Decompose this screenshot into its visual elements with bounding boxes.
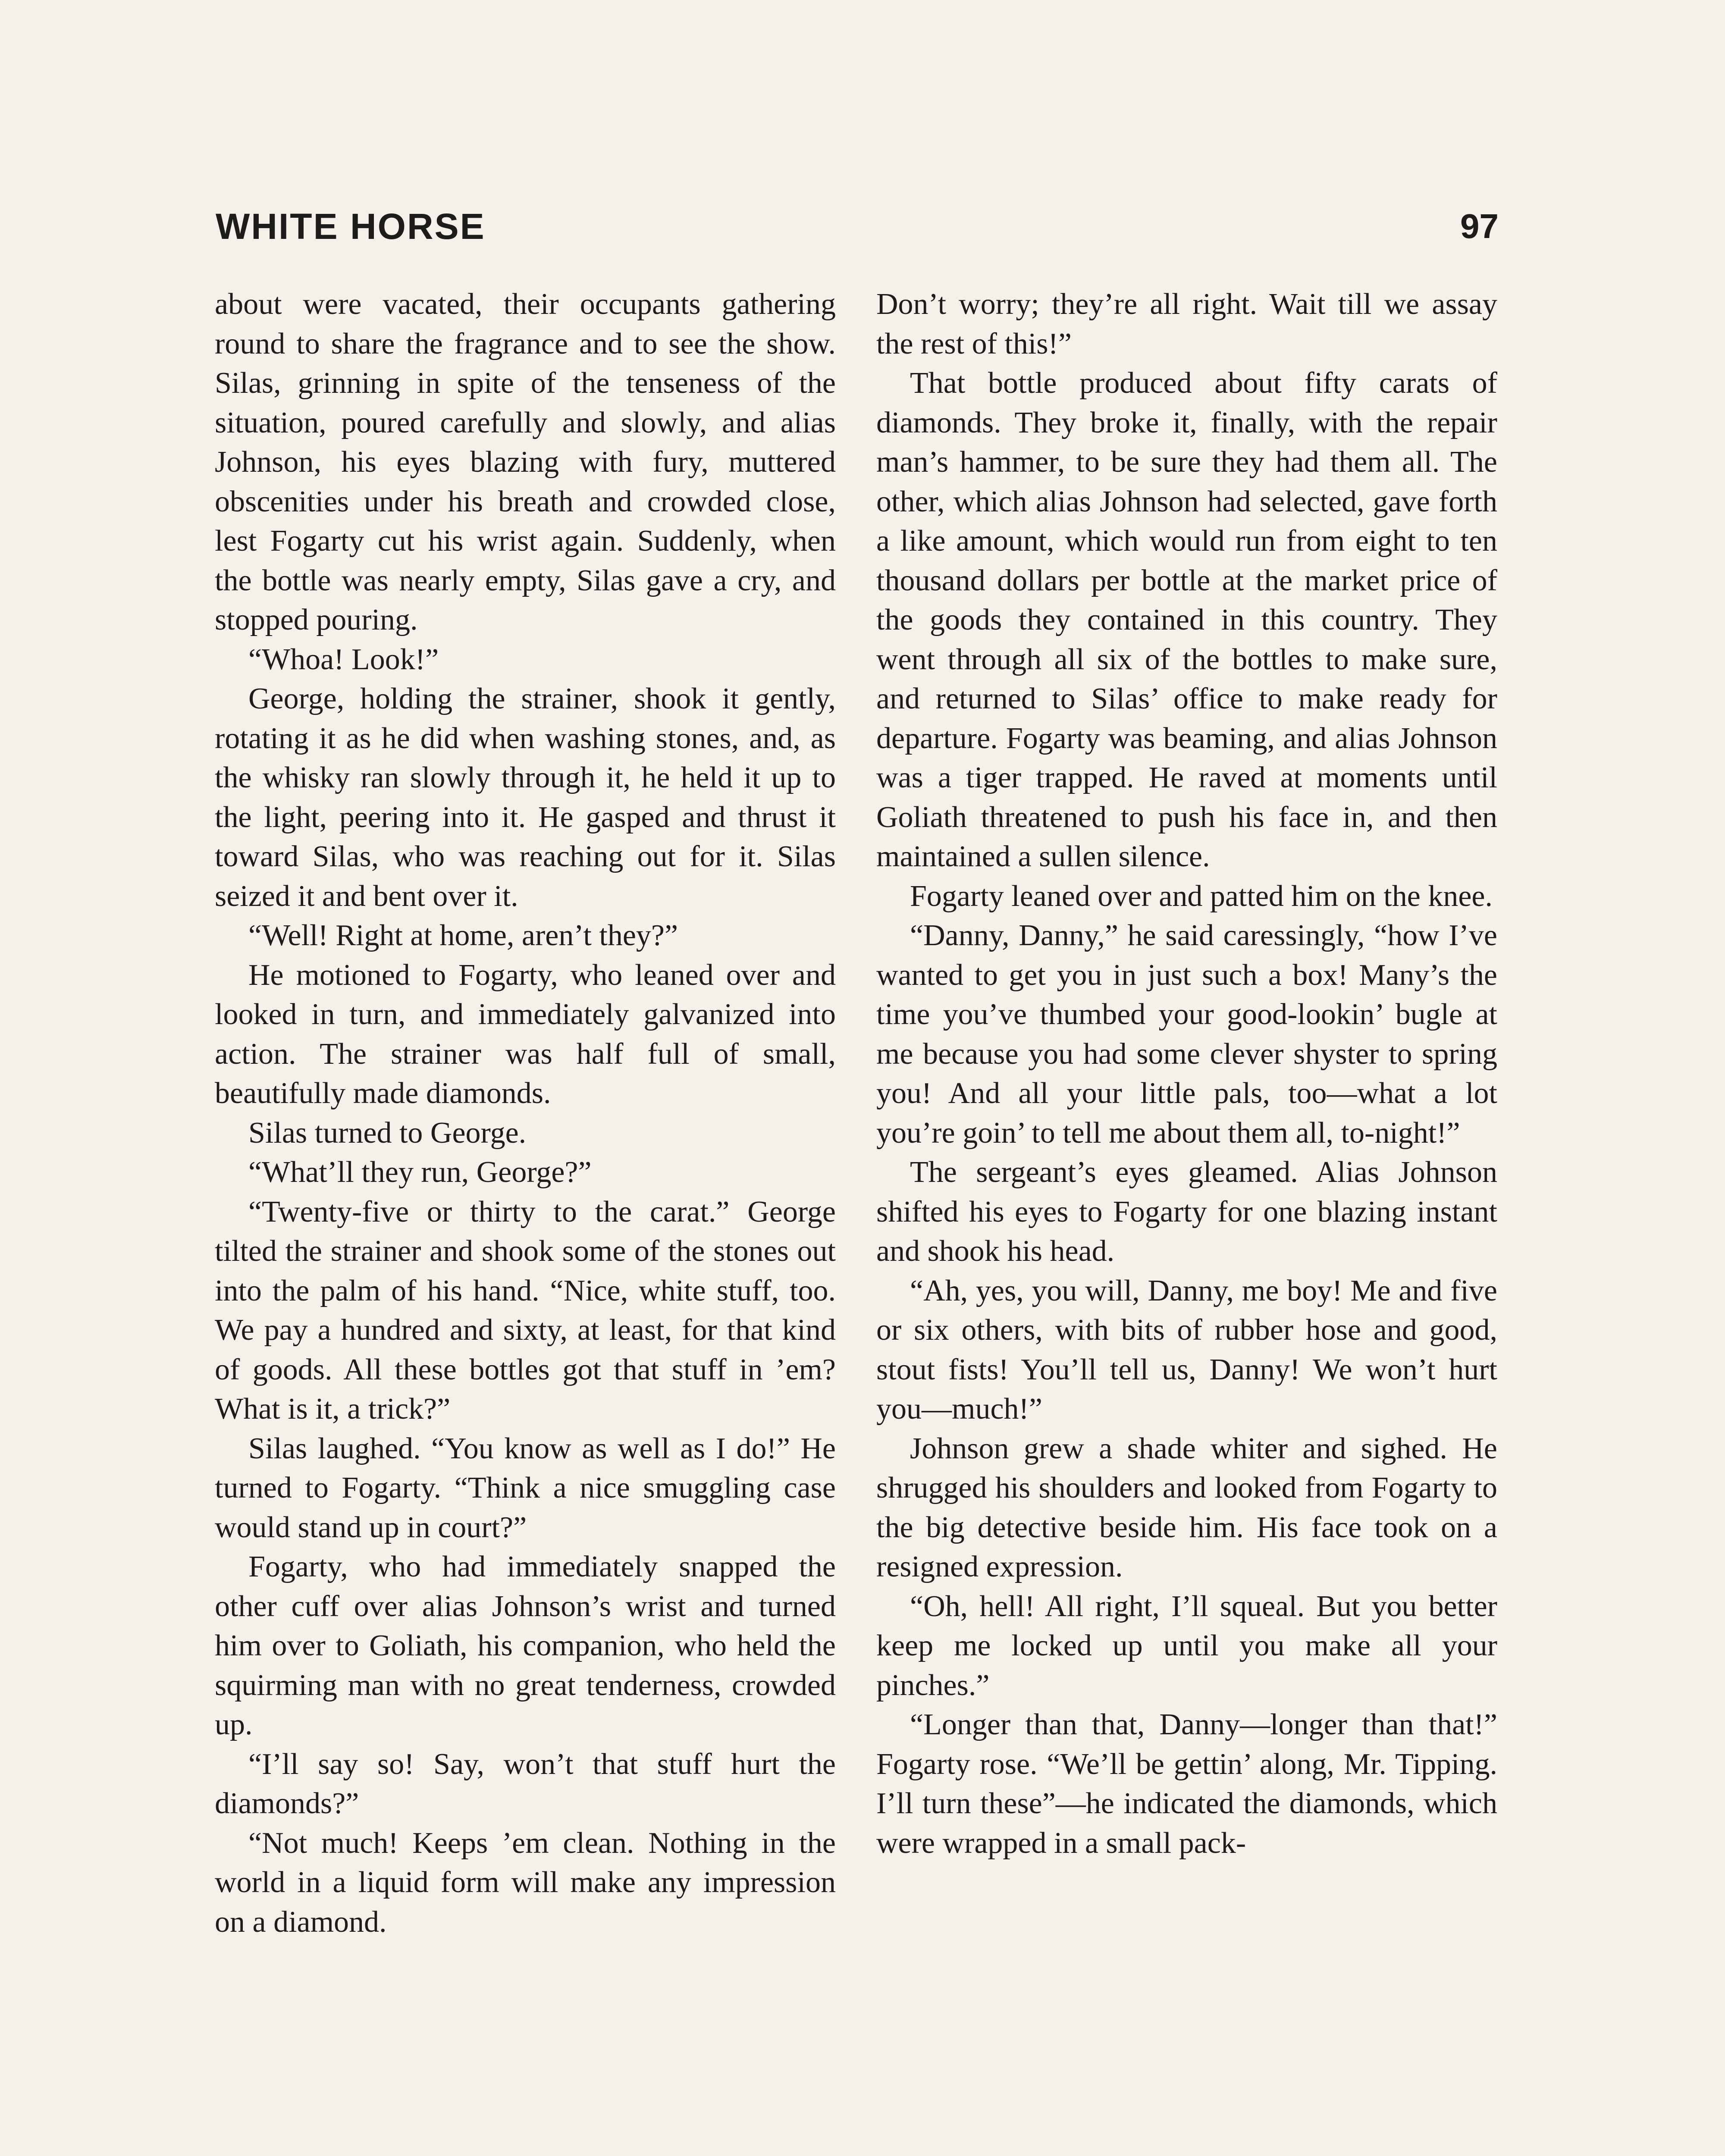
page-number: 97 <box>1460 207 1499 245</box>
running-header <box>216 201 1499 252</box>
paragraph: “Ah, yes, you will, Danny, me boy! Me and five or six others, with bits of rubber hose and good, stout fists! You’ll tell us, Danny! We won’t hurt you—much!” <box>876 1274 1497 1426</box>
paragraph: “What’ll they run, George?” <box>248 1156 592 1189</box>
paragraph: “Well! Right at home, aren’t they?” <box>248 919 678 952</box>
running-title: WHITE HORSE <box>216 206 486 247</box>
paragraph: “Whoa! Look!” <box>248 642 439 676</box>
paragraph: Fogarty, who had immediately snapped the other cuff over alias Johnson’s wrist and turned him over to Goliath, his companion, who held the squirming man with no great tenderness, crowded up. <box>215 1550 836 1741</box>
paragraph: Silas turned to George. <box>248 1116 527 1150</box>
paragraph: “Oh, hell! All right, I’ll squeal. But you better keep me locked up until you make all your pinches.” <box>876 1589 1497 1702</box>
paragraph: about were vacated, their occupants gathering round to share the fragrance and to see the show. Silas, grinning in spite of the tenseness of the situation, poured carefully and slowly, and alias Johnson, his eyes blazing with fury, muttered obscenities under his breath and crowded close, lest Fogarty cut his wrist again. Suddenly, when the bottle was nearly empty, Silas gave a cry, and stopped pouring. <box>215 288 836 636</box>
paragraph: “Not much! Keeps ’em clean. Nothing in the world in a liquid form will make any impression on a diamond. <box>215 1826 836 1939</box>
paragraph: Fogarty leaned over and patted him on the knee. <box>910 879 1493 913</box>
paragraph: “Longer than that, Danny—longer than that!” Fogarty rose. “We’ll be gettin’ along, Mr. Tipping. I’ll turn these”—he indicated the diamonds, which were wrapped in a small pack- <box>876 1708 1497 1860</box>
paragraph: He motioned to Fogarty, who leaned over and looked in turn, and immediately galvanized into action. The strainer was half full of small, beautifully made diamonds. <box>215 958 836 1110</box>
paragraph: “I’ll say so! Say, won’t that stuff hurt the diamonds?” <box>215 1747 836 1820</box>
paragraph: Johnson grew a shade whiter and sighed. He shrugged his shoulders and looked from Fogarty to the big detective beside him. His face took on a resigned expression. <box>876 1432 1497 1583</box>
paragraph: Don’t worry; they’re all right. Wait till we assay the rest of this!” <box>876 288 1497 360</box>
paragraph: That bottle produced about fifty carats of diamonds. They broke it, finally, with the repair man’s hammer, to be sure they had them all. The other, which alias Johnson had selected, gave forth a like amount, which would run from eight to ten thousand dollars per bottle at the market price of the goods they contained in this country. They went through all six of the bottles to make sure, and returned to Silas’ office to make ready for departure. Fogarty was beaming, and alias Johnson was a tiger trapped. He raved at moments until Goliath threatened to push his face in, and then maintained a sullen silence. <box>876 367 1497 873</box>
paragraph: George, holding the strainer, shook it gently, rotating it as he did when washing stones, and, as the whisky ran slowly through it, he held it up to the light, peering into it. He gasped and thrust it toward Silas, who was reaching out for it. Silas seized it and bent over it. <box>215 682 836 913</box>
left-column <box>215 285 836 2156</box>
paragraph: “Twenty-five or thirty to the carat.” George tilted the strainer and shook some of the stones out into the palm of his hand. “Nice, white stuff, too. We pay a hundred and sixty, at least, for that kind of goods. All these bottles got that stuff in ’em? What is it, a trick?” <box>215 1195 836 1426</box>
paragraph: Silas laughed. “You know as well as I do!” He turned to Fogarty. “Think a nice smuggling case would stand up in court?” <box>215 1432 836 1544</box>
paragraph: “Danny, Danny,” he said caressingly, “how I’ve wanted to get you in just such a box! Many’s the time you’ve thumbed your good-lookin’ bugle at me because you had some clever shyster to spring you! And all your little pals, too—what a lot you’re goin’ to tell me about them all, to-night!” <box>876 919 1497 1150</box>
right-column <box>876 285 1497 2156</box>
paragraph: The sergeant’s eyes gleamed. Alias Johnson shifted his eyes to Fogarty for one blazing instant and shook his head. <box>876 1156 1497 1268</box>
